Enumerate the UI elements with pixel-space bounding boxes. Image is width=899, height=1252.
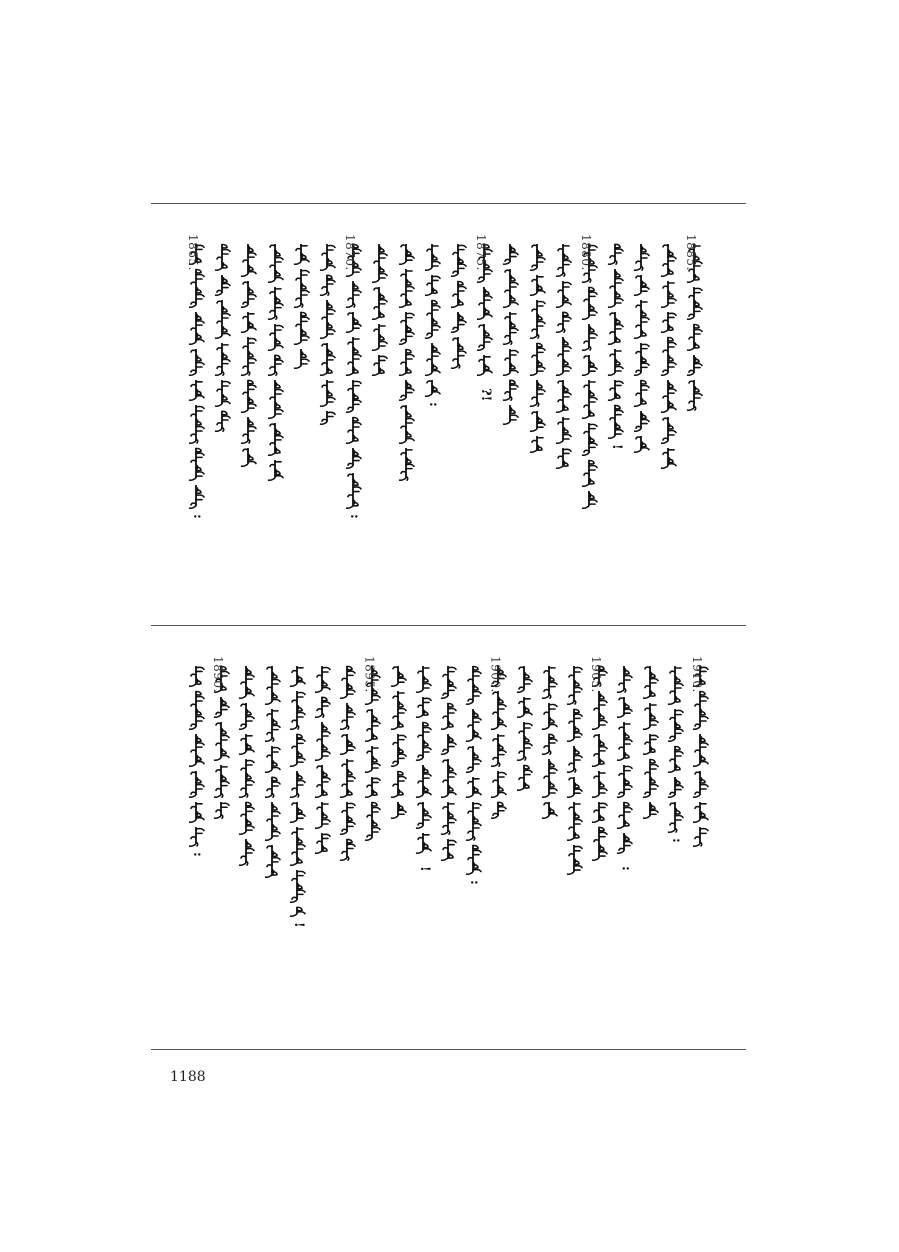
mongolian-script-line <box>449 240 469 386</box>
line-number: 1910. <box>690 656 704 693</box>
mongolian-script-line <box>318 240 338 442</box>
mongolian-script-line <box>266 240 286 498</box>
punctuation-mark: : <box>190 852 205 857</box>
mongolian-script-line <box>554 240 574 498</box>
punctuation-mark: ! <box>416 866 432 872</box>
mongolian-script-line <box>580 240 600 526</box>
punctuation-mark: : <box>190 514 205 519</box>
line-number: 1890. <box>211 656 226 693</box>
mongolian-script-line <box>237 662 257 892</box>
line-number: 1900. <box>488 656 503 693</box>
mongolian-script-line <box>439 662 459 878</box>
mongolian-script-line <box>615 662 635 878</box>
punctuation-mark: : <box>467 880 483 885</box>
punctuation-mark: : <box>347 514 363 519</box>
punctuation-mark: : <box>618 866 634 871</box>
mongolian-script-line <box>292 240 312 386</box>
mongolian-script-line <box>528 240 548 470</box>
line-number: 1870. <box>343 234 358 271</box>
mongolian-script-line <box>501 240 521 442</box>
bottom-verse-block <box>151 656 746 928</box>
punctuation-mark: : <box>668 838 684 843</box>
mongolian-script-line <box>423 240 443 414</box>
line-number: 1865. <box>186 234 200 271</box>
middle-rule <box>151 625 746 626</box>
line-number: 1895. <box>362 656 377 693</box>
line-number: 1905. <box>589 656 604 693</box>
mongolian-script-line <box>397 240 417 498</box>
punctuation-mark: ! <box>290 922 306 928</box>
mongolian-script-line <box>187 240 207 526</box>
mongolian-script-line <box>666 662 686 850</box>
line-number: 1885. <box>683 234 698 271</box>
mongolian-script-line <box>313 662 333 878</box>
mongolian-script-line <box>515 662 535 808</box>
mongolian-script-line <box>659 240 679 498</box>
mongolian-script-line <box>239 240 259 484</box>
mongolian-script-line <box>370 240 390 400</box>
mongolian-script-line <box>641 662 661 836</box>
mongolian-script-line <box>187 662 207 864</box>
mongolian-script-line <box>632 240 652 470</box>
mongolian-script-line <box>338 662 358 878</box>
top-rule <box>151 203 746 204</box>
punctuation-mark: ! <box>609 444 625 450</box>
page-number: 1188 <box>170 1069 206 1085</box>
mongolian-script-line <box>414 662 434 878</box>
mongolian-script-line <box>213 240 233 456</box>
line-number: 1875. <box>474 234 489 271</box>
mongolian-script-line <box>464 662 484 892</box>
mongolian-script-line <box>606 240 626 456</box>
top-verse-block <box>151 234 746 530</box>
bottom-rule <box>151 1049 746 1050</box>
mongolian-script-line <box>565 662 585 892</box>
mongolian-script-line <box>288 662 308 934</box>
mongolian-script-line <box>389 662 409 836</box>
mongolian-script-line <box>590 662 610 878</box>
mongolian-script-line <box>540 662 560 836</box>
mongolian-script-line <box>344 240 364 526</box>
punctuation-mark: ?! <box>478 388 494 402</box>
mongolian-script-line <box>263 662 283 906</box>
punctuation-mark: : <box>425 402 441 407</box>
line-number: 1880. <box>579 234 593 271</box>
